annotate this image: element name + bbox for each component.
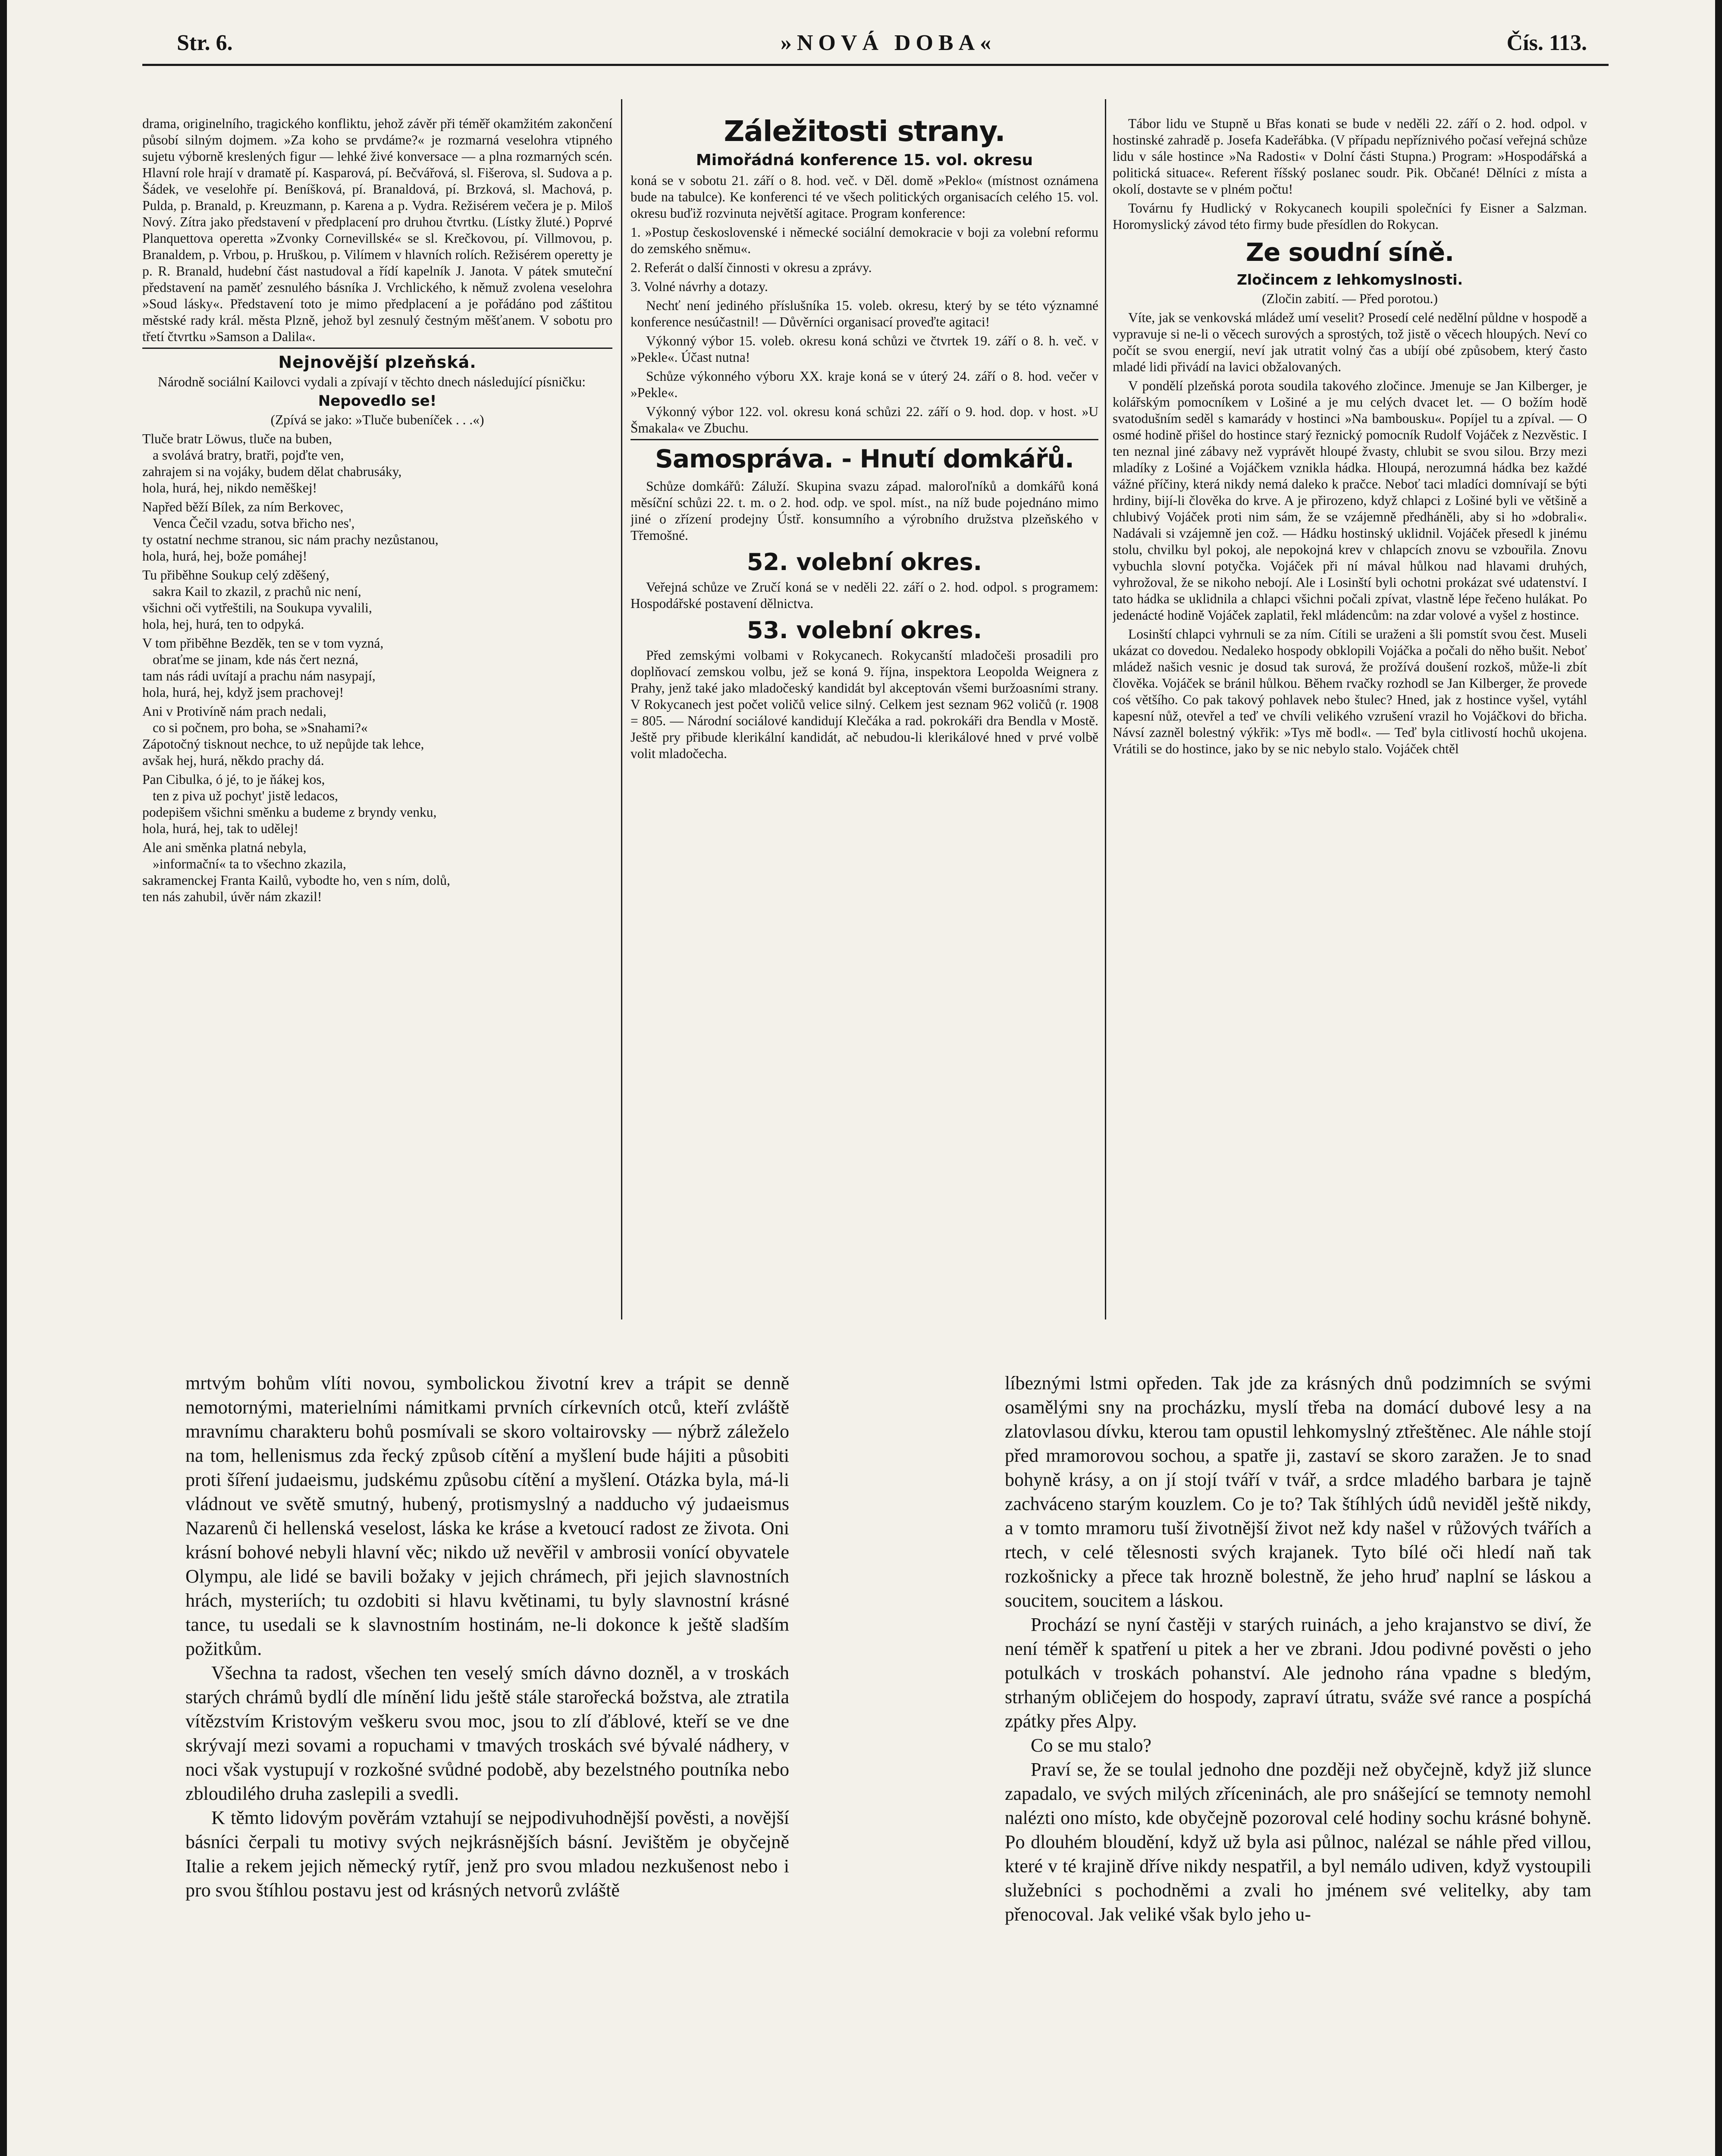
column-rule-1	[621, 99, 622, 1319]
section-rule	[630, 439, 1098, 440]
story-paragraph: Co se mu stalo?	[1031, 1735, 1151, 1756]
factory-notice: Továrnu fy Hudlický v Rokycanech koupili společníci fy Eisner a Salzman. Horomyslický závod této firmy bude přesídlen do Rokycan.	[1113, 201, 1587, 232]
column-theatre	[142, 116, 612, 1314]
zruc-meeting: Veřejná schůze ve Zručí koná se v neděli 22. září o 2. hod. odpol. s programem: Hospodářské postavení dělnictva.	[630, 580, 1098, 611]
theatre-report: drama, originelního, tragického konfliktu, jehož závěr při téměř okamžitém zakončení působí silným dojmem. »Za koho se prvdáme?« je rozmarná veselohra vtipného sujetu výborně kreslených figur — lehké živé konversace — a plna rozmarných scén. Hlavní role hrají v dramatě pí. Kasparová, pí. Bečvářová, sl. Fišerova, sl. Sudova a p. Šádek, ve veselohře pí. Beníšková, pí. Branaldová, pí. Brzková, sl. Machová, p. Pulda, p. Branald, p. Kreuzmann, p. Karena a p. Vydra. Režisérem večera je p. Miloš Nový. Zítra jako představení v předplacení pro druhou čtvrtku. (Lístky žluté.) Poprvé Planquettova operetta »Zvonky Cornevillské« se sl. Krečkovou, pí. Villmovou, p. Branaldem, p. Vrbou, p. Hruškou, p. Vilímem v hlavních rolích. Režisérem operetty je p. R. Branald, hudební část nastudoval a řídí kapelník J. Janota. V pátek smuteční představení na paměť zesnulého básníka J. Vrchlického, k němuž zvolena veselohra »Soud lásky«. Představení toto je mimo předplacení a je pořádáno pod záštitou městské rady král. města Plzně, jehož byl zesnulý čestným měšťanem. V sobotu pro třetí čtvrtku »Samson a Dalila«.	[142, 116, 612, 344]
stanza: Ani v Protivíně nám prach nedali, co si počnem, pro boha, se »Snahami?« Zápotočný tisknout nechce, to už nepůjde tak lehce, avšak hej, hurá, někdo prachy dá.	[142, 704, 424, 768]
elections-report: Před zemskými volbami v Rokycanech. Rokycanští mladočeši prosadili pro doplňovací zemskou volbu, jež se koná 9. října, inspektora Leopolda Weignera z Prahy, jenž také jako mladočeský kandidát byl akceptován všemi buržoasními strany. V Rokycanech jest počet voličů velice silný. Celkem jest seznam 962 voličů (r. 1908 = 805. — Národní sociálové kandidují Klečáka a rad. pokrokáři dra Bendla v Mostě. Ještě pry přibude klerikální kandidát, ač nebudou-li klerikálové hned v prvé volbě volit mladočecha.	[630, 648, 1098, 761]
court-subheading: Zločincem z lehkomyslnosti.	[1237, 271, 1463, 288]
story-paragraph: Všechna ta radost, všechen ten veselý smích dávno dozněl, a v troskách starých chrámů bydlí dle mínění lidu ještě stále starořecká božstva, ale ztratila vítězstvím Kristovým veškeru svou moc, jsou to zlí ďáblové, kteří se ve dne skrývají mezi sovami a ropuchami v tmavých troskách své bývalé nádhery, v noci však vystupují v rozkošné svůdné podobě, aby bezelstného poutníka nebo zbloudilého druha zaslepili a svedli.	[185, 1662, 789, 1804]
column-rule-2	[1105, 99, 1106, 1319]
section-heading-court: Ze soudní síně.	[1245, 238, 1454, 267]
stanza: Ale ani směnka platná nebyla, »informační« ta to všechno zkazila, sakramenckej Franta Kailů, vybodte ho, ven s ním, dolů, ten nás zahubil, úvěr nám zkazil!	[142, 840, 450, 904]
committee-notice-122: Výkonný výbor 122. vol. okresu koná schůzi 22. září o 9. hod. dop. v host. »U Šmakala« ve Zbuchu.	[630, 404, 1098, 436]
story-paragraph: K těmto lidovým pověrám vztahují se nejpodivuhodnější pověsti, a novější básníci čerpali tu motivy svých nejkrásnějších básní. Jevištěm je obyčejně Italie a rekem jejich německý rytíř, jenž pro svou mladou nezkušenost nebo i pro svou štíhlou postavu jest od krásných netvorů zvláště	[185, 1807, 789, 1901]
court-paragraph: V pondělí plzeňská porota soudila takového zločince. Jmenuje se Jan Kilberger, je kolářským pomocníkem v Lošiné a je mu celých dvacet let. — O božím hodě svatodušním seděl s kamarády v hostinci »Na bambousku«. Popíjel tu a zpíval. — O osmé hodině přišel do hostince starý řeznický pomocník Rudolf Vojáček z Nezvěstic. I ten neznal jiné zábavy než vyprávět hloupé žvasty, chlubit se svou silou. Brzy mezi mladíky z Lošiné a Vojáčkem vznikla hádka. Hloupá, nerozumná hádka bez každé vážné příčiny, která nikdy nemá daleko k pračce. Neboť taci mladíci domnívají se býti hrdiny, bijí-li člověka do krve. A je přirozeno, když chlapci z Lošiné byli ve většině a chlubivý Vojáček proti nim sám, že se vzájemně předháněli, aby si ho »dobrali«. Nadávali si vzájemně jen což. — Hádku hostinský uklidnil. Vojáček přesedl k jinému stolu, chvilku byl pokoj, ale nepokojná krev v chlapcích znovu se vzbouřila. Znovu vybuchla slovní potyčka. Vojáček při ní mával hůlkou nad hlavami druhých, vyhrožoval, že se nikoho nebojí. Ale i Losinští byli ochotni prokázat své udatenství. I tato hádka se uklidnila a chlapci všichni počali zpívat, vlastně lépe řečeno hulákat. Po jedenácté hodině Vojáček zaplatil, řekl mládencům: na zdar volové a vyšel z hostince.	[1113, 378, 1587, 623]
story-paragraph: Praví se, že se toulal jednoho dne později než obyčejně, když již slunce zapadalo, ve svých milých zříceninách, ale pro snášející se temnoty nemohl nalézti ono místo, kde obyčejně pozoroval celé hodiny sochu krásné bohyně. Po dlouhém bloudění, když už byla asi půlnoc, nalézal se náhle před villou, které v té krajině dříve nikdy nespatřil, a byl nemálo udiven, když vystoupili služebníci s pochodněmi a zvali ho jménem své velitelky, aby tam přenocoval. Jak veliké však bylo jeho u-	[1005, 1759, 1591, 1925]
stanza: Napřed běží Bílek, za ním Berkovec, Venca Čečil vzadu, sotva břicho nes', ty ostatní nechme stranou, sic nám prachy nezůstanou, hola, hurá, hej, bože pomáhej!	[142, 499, 439, 564]
stanza: Tluče bratr Löwus, tluče na buben, a svolává bratry, bratři, pojďte ven, zahrajem si na vojáky, budem dělat chabrusáky, hola, hurá, hej, nikdo neměškej!	[142, 431, 402, 495]
program-item-3: 3. Volné návrhy a dotazy.	[630, 279, 768, 294]
program-item-2: 2. Referát o další činnosti v okresu a zprávy.	[630, 260, 872, 275]
issue-number: Čís. 113.	[1506, 31, 1587, 55]
section-heading-samosprava: Samospráva. - Hnutí domkářů.	[655, 444, 1074, 473]
story-paragraph: Prochází se nyní častěji v starých ruinách, a jeho krajanstvo se diví, že není téměř k spatření u pitek a her ve zbrani. Jdou podivné pověsti o jeho potulkách v troskách pohanství. Ale jednoho rána vpadne s bledým, strhaným obličejem do hospody, zapraví útratu, sváže své rance a pospíchá zpátky přes Alpy.	[1005, 1614, 1591, 1732]
conference-text: koná se v sobotu 21. září o 8. hod. več. v Děl. domě »Peklo« (místnost oznámena bude na tabulce). Ke konferenci té ve všech politických organisacích celého 15. vol. okresu buďiž rozvinuta největší agitace. Program konference:	[630, 173, 1098, 221]
booklet-page-11	[1005, 1371, 1591, 2156]
page-label: Str. 6.	[177, 31, 233, 55]
story-paragraph: mrtvým bohům vlíti novou, symbolickou životní krev a trápit se denně nemotornými, materielními námitkami prvních církevních otců, kteří zvláště mravnímu charakteru bohů posmívali se skoro voltairovsky — nýbrž záleželo na tom, hellenismus zda řecký způsob cítění a myšlení bude hájiti a působiti proti šíření judaeismu, judskému způsobu cítění a myšlení. Otázka byla, má-li vládnout ve světě smutný, hubený, protismyslný a nadducho vý judaeismus Nazarenů či hellenská veselost, láska ke kráse a kvetoucí radost ze života. Oni krásní bohové nebyli hlavní věc; nikdo už nevěřil v ambrosii vonící obyvatele Olympu, ale lidé se bavili božaky v jejich chrámech, při jejich slavnostních hrách, mysteriích; tu ozdobiti si hlavu květinami, tu byly slavnostní krásné tance, tu usedali se k slavnostním hostinám, ne-li dokonce k ještě sladším požitkům.	[185, 1373, 789, 1659]
conference-appeal: Nechť není jediného příslušníka 15. voleb. okresu, který by se této významné konference nesúčastnil! — Důvěrníci organisací proveďte agitaci!	[630, 298, 1098, 329]
court-subheading-2: (Zločin zabití. — Před porotou.)	[1262, 291, 1438, 306]
scan-edge-left	[0, 0, 7, 2156]
story-paragraph: líbeznými lstmi opředen. Tak jde za krásných dnů podzimních se svými osamělými sny na procházku, myslí třeba na domácí dubové lesy a na zlatovlasou dívku, kterou tam opustil lehkomyslný ztřeštěnec. Ale náhle stojí před mramorovou sochou, a spatře ji, zastaví se skoro zaražen. Je to snad bohyně krásy, a on jí stojí tváří v tvář, a srdce mladého barbara je tajně zachváceno starým kouzlem. Co je to? Tak štíhlých údů neviděl ještě nikdy, a v tomto mramoru tuší životnější život než kdy našel v růžových tvářích a rtech, v celé tělesnosti svých krajanek. Tyto bílé oči hledí naň tak rozkošnicky a přece tak hrozně bolestně, že jeho hruď naplní se láskou a soucitem, soucitem a láskou.	[1005, 1373, 1591, 1611]
district-53-heading: 53. volební okres.	[747, 617, 982, 644]
stanza: Pan Cibulka, ó jé, to je ňákej kos, ten z piva už pochyt' jistě ledacos, podepišem všichni směnku a budeme z bryndy venku, hola, hurá, hej, tak to udělej!	[142, 772, 437, 836]
program-item-1: 1. »Postup československé i německé sociální demokracie v boji za volební reformu do zemského sněmu«.	[630, 225, 1098, 256]
booklet-page-10	[185, 1371, 789, 2156]
section-heading-party: Záležitosti strany.	[724, 115, 1005, 148]
song-tune: (Zpívá se jako: »Tluče bubeníček . . .«)	[270, 412, 484, 427]
committee-notice-xx: Schůze výkonného výboru XX. kraje koná se v úterý 24. září o 8. hod. večer v »Pekle«.	[630, 369, 1098, 400]
column-court	[1113, 116, 1587, 1314]
stanza: V tom přiběhne Bezděk, ten se v tom vyzná, obraťme se jinam, kde nás čert nezná, tam nás rádi uvítají a prachu nám nasypají, hola, hurá, hej, když jsem prachovej!	[142, 636, 384, 700]
scan-edge-right	[1715, 0, 1722, 2156]
court-paragraph: Víte, jak se venkovská mládež umí veselit? Prosedí celé nedělní půldne v hospodě a vypravuje si ne-li o věcech surových a sprostých, tož jistě o věcech hloupých. Neví co počít se svou energií, neví jak utratit volný čas a ubíjí obé způsobem, který často mladé lidi přivádí na lavici obžalovaných.	[1113, 310, 1587, 374]
section-heading-plzenska: Nejnovější plzeňská.	[278, 353, 477, 372]
song-title: Nepovedlo se!	[318, 392, 437, 410]
court-paragraph: Losinští chlapci vyhrnuli se za ním. Cítili se uraženi a šli pomstít svou čest. Museli ukázat co dovedou. Nedaleko hospody obklopili Vojáčka a počali do něho bušit. Neboť mládež našich vesnic je dosud tak surová, že prožívá doušení rozkoš, může-li zbít člověka. Vojáček se bránil hůlkou. Během rvačky rozhodl se Jan Kilberger, že provede coś většího. Co pak takový pohlavek nebo štulec? Hned, jak z hostince vyšel, vytáhl kapesní nůž, otevřel a teď ve chvíli velikého vzrušení vrazil ho Vojáčkovi do břicha. Návsí zazněl bolestný výkřik: »Tys mě bodl«. — Teď byla citlivostí hochů ukojena. Vrátili se do hostince, jako by se nic nebylo stalo. Vojáček chtěl	[1113, 627, 1587, 756]
committee-notice-15: Výkonný výbor 15. voleb. okresu koná schůzi ve čtvrtek 19. září o 8. h. več. v »Pekle«. Účast nutna!	[630, 333, 1098, 365]
song-verses	[142, 431, 612, 905]
column-party	[630, 113, 1098, 1316]
tabor-notice: Tábor lidu ve Stupně u Břas konati se bude v neděli 22. září o 2. hod. odpol. v hostinské zahradě p. Josefa Kadeřábka. (V případu nepříznivého počasí veřejná schůze lidu v sále hostince »Na Radosti« v Dolní části Stupna.) Program: »Hospodářská a politická situace«. Referent říšský poslanec soudr. Pik. Občané! Dělníci z místa a okolí, dostavte se v plném počtu!	[1113, 116, 1587, 197]
song-lead: Národně sociální Kailovci vydali a zpívají v těchto dnech následující písničku:	[158, 374, 586, 389]
header-rule	[142, 64, 1609, 66]
cottagers-meeting: Schůze domkářů: Záluží. Skupina svazu západ. maloroľníků a domkářů koná měsíční schůzi 22. t. m. o 2. hod. odp. ve spol. míst., na níž bude pojednáno mimo jiné o zřízení prodejny Ústř. konsumního a výrobního družstva plzeňského v Třemošné.	[630, 479, 1098, 543]
conference-heading: Mimořádná konference 15. vol. okresu	[696, 151, 1033, 169]
stanza: Tu přiběhne Soukup celý zděšený, sakra Kail to zkazil, z prachů nic není, všichni oči vytřeštili, na Soukupa vyvalili, hola, hej, hurá, ten to odpyká.	[142, 567, 372, 632]
section-rule	[142, 348, 612, 349]
masthead-title: »NOVÁ DOBA«	[780, 31, 997, 55]
district-52-heading: 52. volební okres.	[747, 548, 982, 576]
